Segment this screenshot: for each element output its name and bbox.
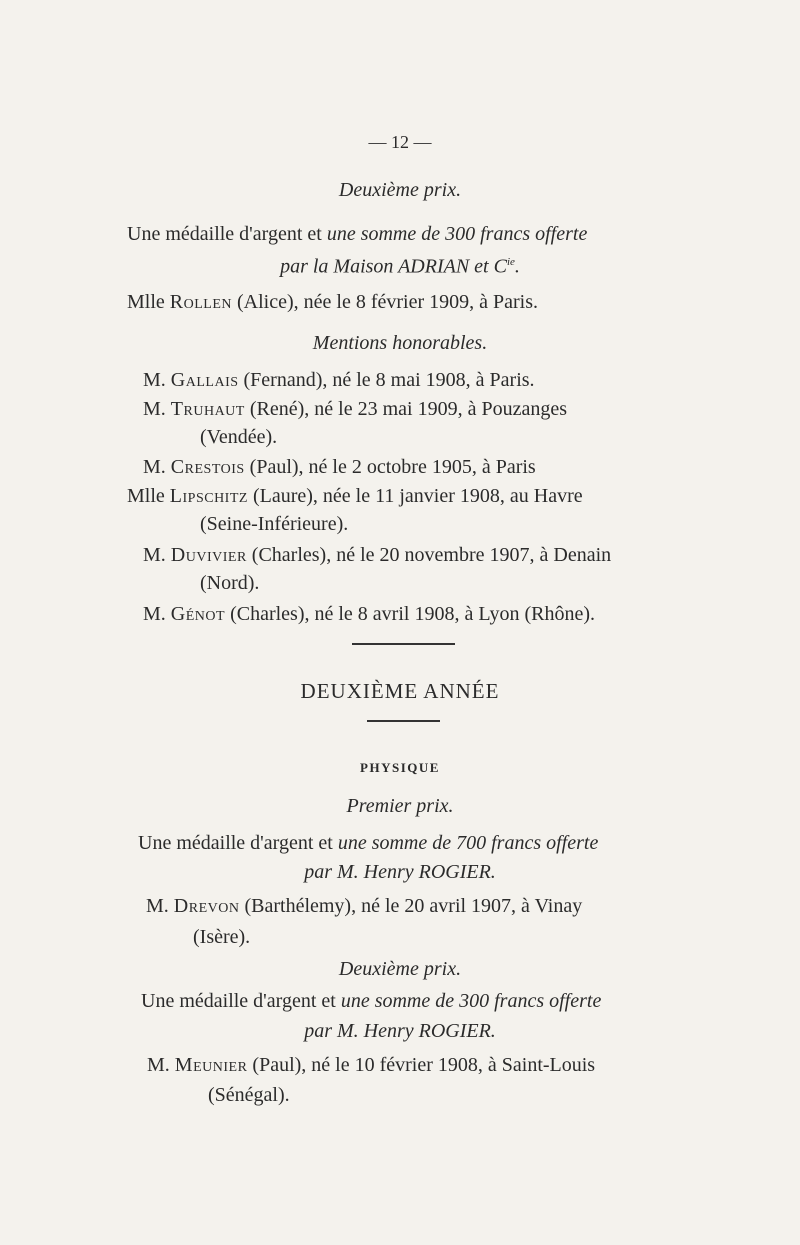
mention-entry: Mlle Lipschitz (Laure), née le 11 janvier 1908, au Havre: [127, 485, 583, 507]
award-line-2: par M. Henry ROGIER.: [304, 861, 496, 883]
heading-underline: [367, 720, 440, 722]
mention-continuation: (Nord).: [200, 572, 260, 594]
mention-entry: M. Gallais (Fernand), né le 8 mai 1908, à Paris.: [143, 369, 535, 391]
winner-entry: M. Meunier (Paul), né le 10 février 1908, à Saint-Louis: [147, 1054, 596, 1076]
winner-entry: M. Drevon (Barthélemy), né le 20 avril 1907, à Vinay: [146, 895, 583, 917]
award-line-2: par M. Henry ROGIER.: [304, 1020, 496, 1042]
winner-continuation: (Isère).: [193, 926, 251, 948]
year-heading: DEUXIÈME ANNÉE: [300, 679, 500, 703]
section-divider: [352, 643, 455, 645]
mention-entry: M. Truhaut (René), né le 23 mai 1909, à Pouzanges: [143, 398, 567, 420]
award-line-2: par la Maison ADRIAN et $C^{ie}$.: [280, 255, 520, 278]
mention-continuation: (Vendée).: [200, 426, 278, 448]
mention-continuation: (Seine-Inférieure).: [200, 513, 349, 535]
winner-continuation: (Sénégal).: [208, 1084, 290, 1106]
page-number: — 12 —: [368, 132, 432, 152]
mention-entry: M. Crestois (Paul), né le 2 octobre 1905, à Paris: [143, 456, 536, 478]
subject-heading: PHYSIQUE: [360, 760, 440, 775]
mentions-title: Mentions honorables.: [312, 332, 488, 354]
prize-title: Deuxième prix.: [338, 179, 462, 201]
mention-entry: M. Génot (Charles), né le 8 avril 1908, à Lyon (Rhône).: [143, 603, 595, 625]
award-line: Une médaille d'argent et une somme de 700 francs offerte: [138, 832, 599, 854]
mention-entry: M. Duvivier (Charles), né le 20 novembre 1907, à Denain: [143, 544, 612, 566]
first-prize-title: Premier prix.: [346, 795, 454, 817]
award-line: Une médaille d'argent et une somme de 300 francs offerte: [141, 990, 602, 1012]
award-line: Une médaille d'argent et une somme de 300 francs offerte: [127, 223, 588, 245]
second-prize-title: Deuxième prix.: [338, 958, 462, 980]
winner-entry: Mlle Rollen (Alice), née le 8 février 1909, à Paris.: [127, 291, 538, 313]
